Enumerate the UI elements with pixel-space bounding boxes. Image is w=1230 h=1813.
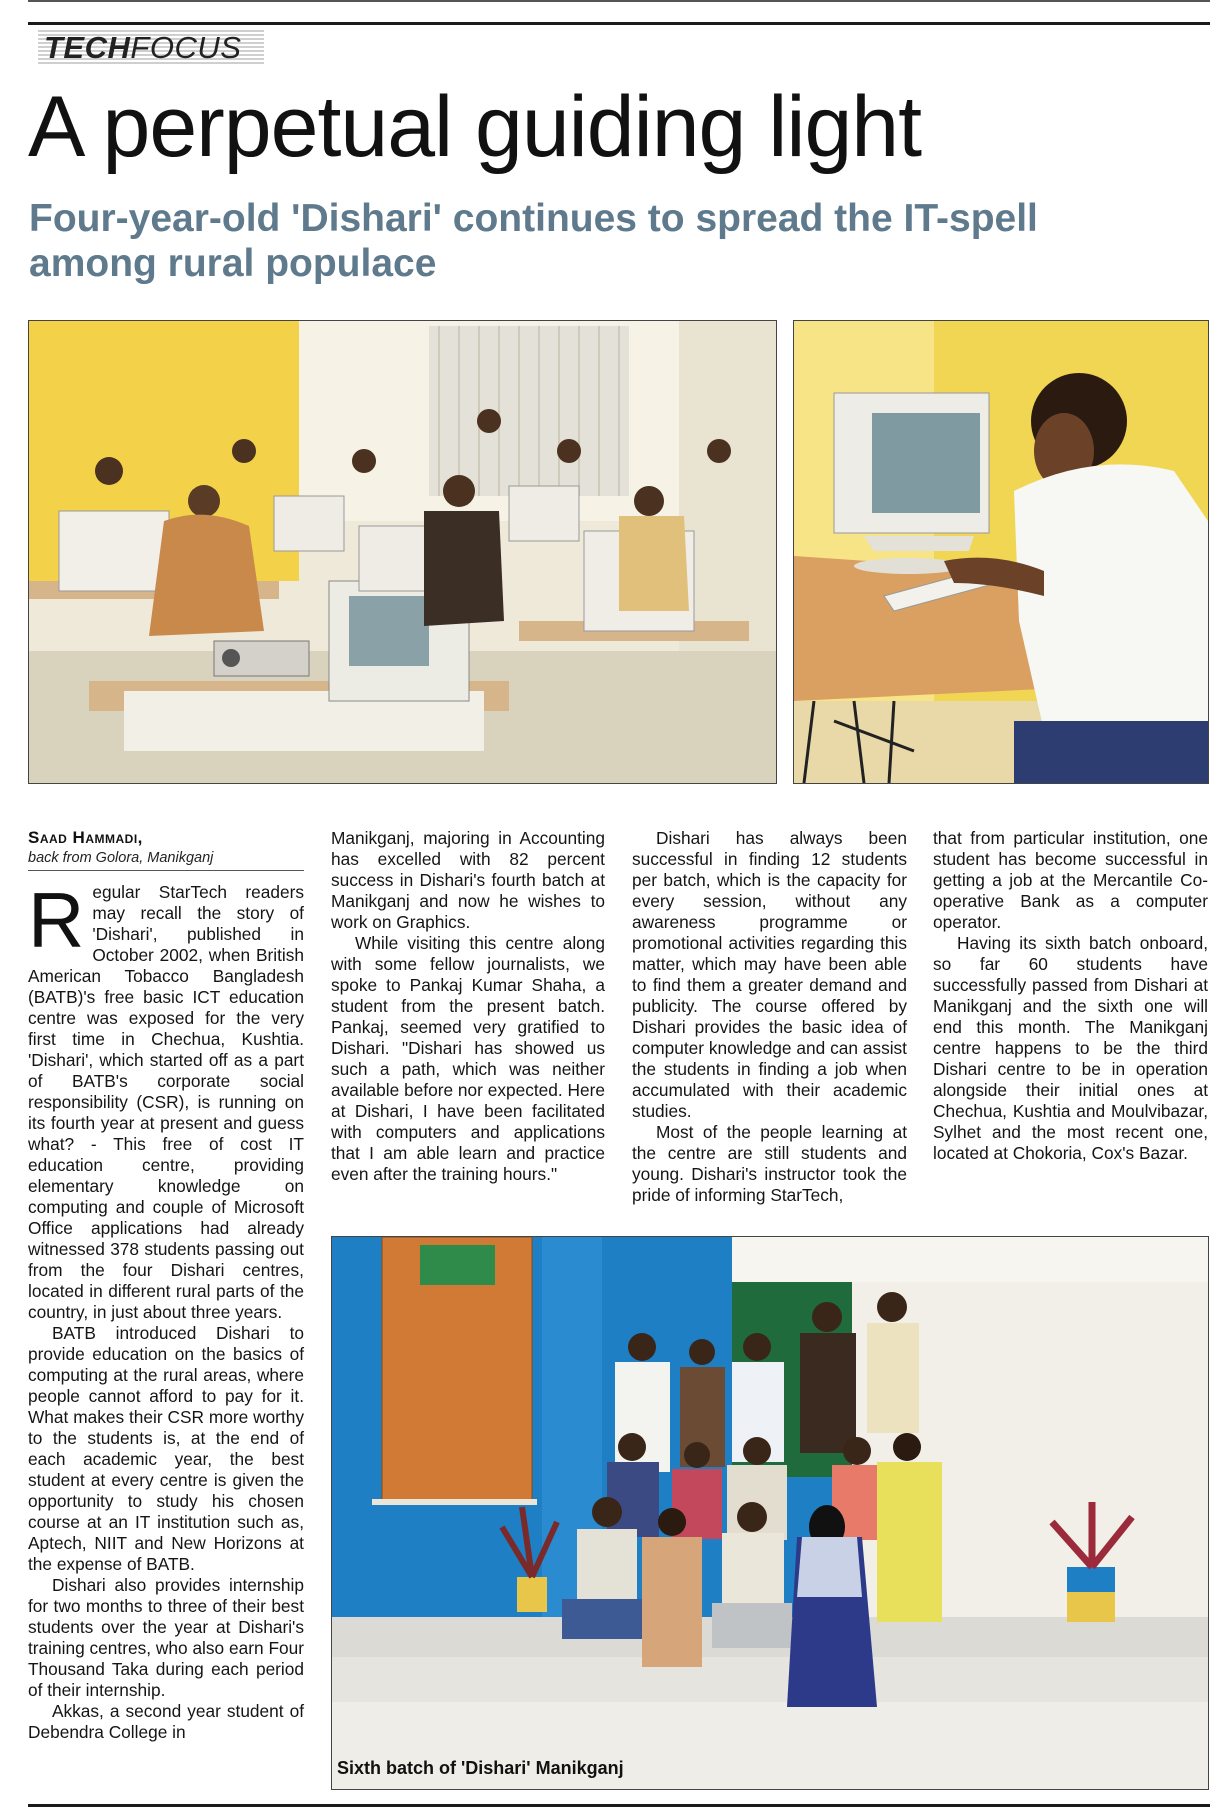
drop-cap: R	[28, 876, 85, 964]
subheadline: Four-year-old 'Dishari' continues to spread the IT-spell among rural populace	[29, 197, 1038, 285]
headline: A perpetual guiding light	[28, 79, 922, 175]
computer-lab-photo	[28, 320, 777, 784]
section-tag-rest: FOCUS	[130, 30, 242, 65]
article-column-4	[933, 828, 1208, 1164]
paragraph: Dishari also provides internship for two months to three of their best students over the year at Dishari's training centres, who also earn Four Thousand Taka during each period of their internship.	[28, 1575, 304, 1700]
author-location: back from Golora, Manikganj	[28, 850, 214, 866]
paragraph: Akkas, a second year student of Debendra College in	[28, 1701, 304, 1742]
section-tag	[38, 30, 264, 64]
paragraph: Manikganj, majoring in Accounting has excelled with 82 percent success in Dishari's fourth batch at Manikganj and now he wishes to work on Graphics.	[331, 828, 605, 932]
header-rule	[28, 22, 1210, 25]
group-photo	[331, 1236, 1209, 1790]
paragraph: BATB introduced Dishari to provide education on the basics of computing at the rural areas, where people cannot afford to pay for it. What makes their CSR more worthy to the students is, at the end of each academic year, the best student at every centre is given the opportunity to study his chosen course at an IT institution such as, Aptech, NIIT and New Horizons at the expense of BATB.	[28, 1323, 304, 1574]
student-at-computer-photo	[793, 320, 1209, 784]
paragraph: that from particular institution, one student has become successful in getting a job at the Mercantile Co-operative Bank as a computer operator.	[933, 828, 1208, 932]
paragraph-text: egular StarTech readers may recall the story of 'Dishari', published in October 2002, when British American Tobacco Bangladesh (BATB)'s free basic ICT education centre was exposed for the very first time in Chechua, Kushtia. 'Dishari', which started off as a part of BATB's corporate social responsibility (CSR), is running on its fourth year at present and guess what? - This free of cost IT education centre, providing elementary knowledge on computing and couple of Microsoft Office applications had already witnessed 378 students passing out from the four Dishari centres, located in different rural parts of the country, in just about three years.	[28, 882, 304, 1322]
top-border-rule	[28, 0, 1210, 2]
byline-rule	[28, 870, 304, 871]
byline	[28, 828, 304, 866]
footer-rule	[28, 1804, 1210, 1807]
paragraph	[28, 876, 304, 1323]
author-name: Saad Hammadi,	[28, 828, 143, 847]
article-column-1	[28, 876, 304, 1743]
paragraph: While visiting this centre along with some fellow journalists, we spoke to Pankaj Kumar Shaha, a student from the present batch. Pankaj, seemed very gratified to Dishari. "Dishari has showed us such a path, which was neither available before nor expected. Here at Dishari, I have been facilitated with computers and applications that I am able learn and practice even after the training hours."	[331, 933, 605, 1184]
photo-caption: Sixth batch of 'Dishari' Manikganj	[337, 1758, 624, 1778]
paragraph: Dishari has always been successful in finding 12 students per batch, which is the capacity for every session, without any awareness programme or promotional activities regarding this matter, which may have been able to find them a greater demand and publicity. The course offered by Dishari provides the basic idea of computer knowledge and can assist the students in finding a job when accumulated with their academic studies.	[632, 828, 907, 1121]
section-tag-bold: TECH	[44, 30, 131, 65]
paragraph: Most of the people learning at the centre are still students and young. Dishari's instructor took the pride of informing StarTech,	[632, 1122, 907, 1205]
article-column-3	[632, 828, 907, 1206]
article-column-2	[331, 828, 605, 1185]
paragraph: Having its sixth batch onboard, so far 60 students have successfully passed from Dishari at Manikganj and the sixth one will end this month. The Manikganj centre happens to be the third Dishari centre to be in operation alongside their initial ones at Chechua, Kushtia and Moulvibazar, Sylhet and the most recent one, located at Chokoria, Cox's Bazar.	[933, 933, 1208, 1163]
